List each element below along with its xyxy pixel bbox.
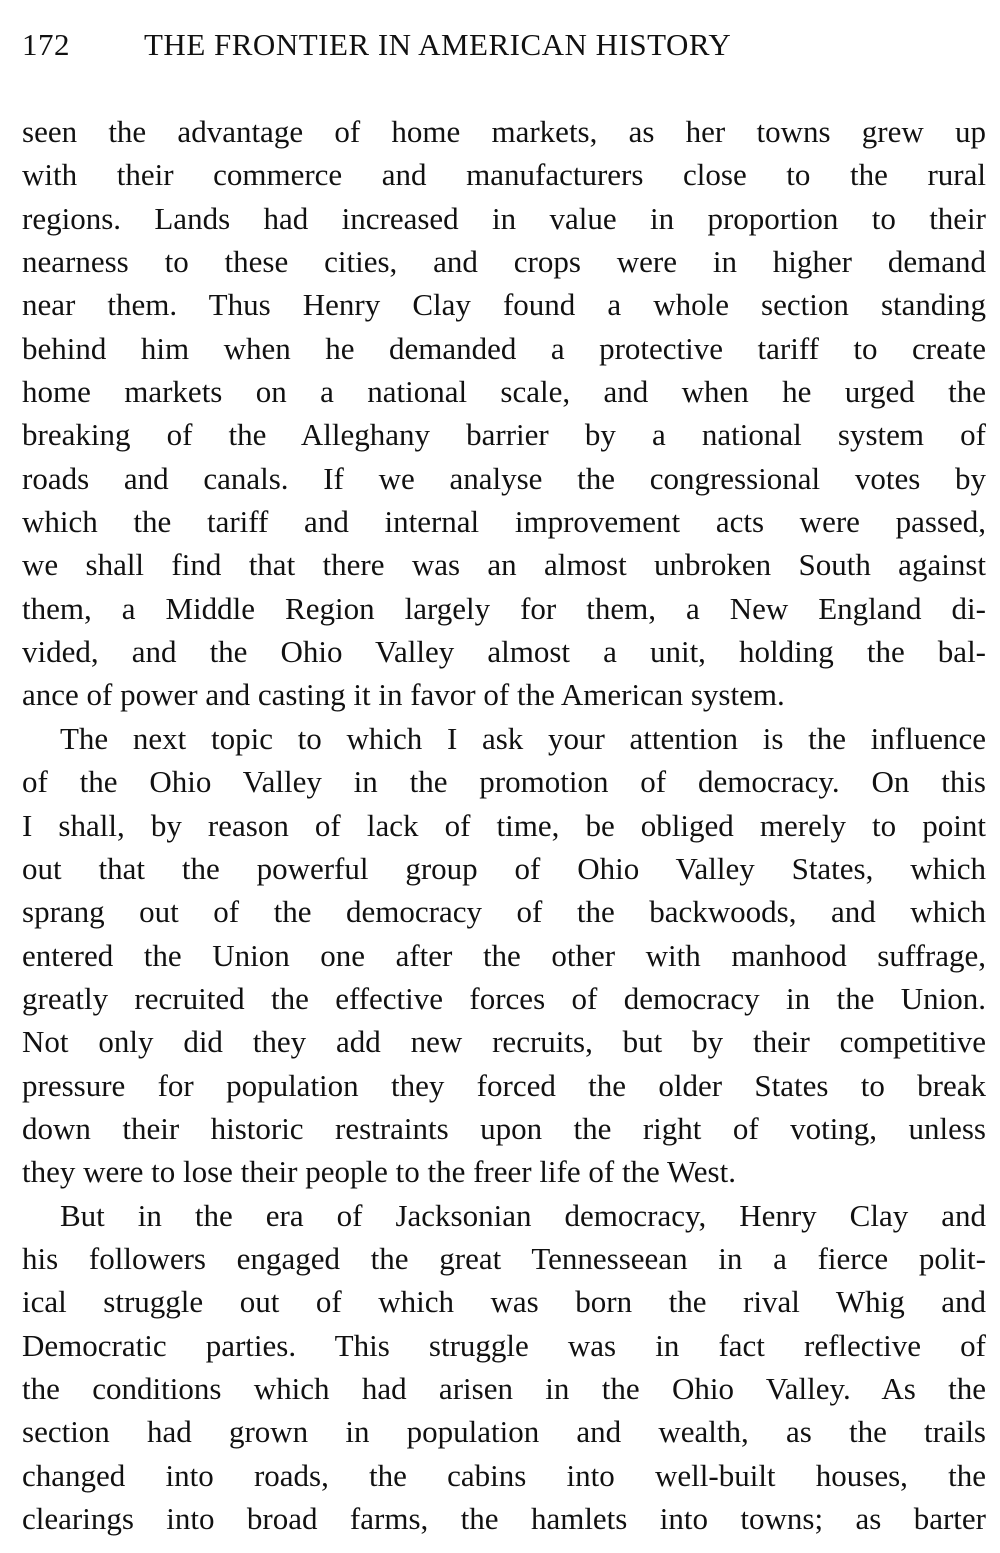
paragraph-democracy bbox=[22, 717, 986, 1194]
text-line: we shall find that there was an almost unbroken South against bbox=[22, 547, 986, 583]
text-line: changed into roads, the cabins into well-built houses, the bbox=[22, 1457, 986, 1493]
text-line: roads and canals. If we analyse the congressional votes by bbox=[22, 460, 986, 496]
text-line: The next topic to which I ask your attention is the influence bbox=[60, 720, 986, 756]
text-line: clearings into broad farms, the hamlets into towns; as barter bbox=[22, 1501, 986, 1536]
text-line: which the tariff and internal improvement acts were passed, bbox=[22, 504, 986, 540]
text-line: But in the era of Jacksonian democracy, Henry Clay and bbox=[60, 1197, 986, 1233]
text-line: them, a Middle Region largely for them, a New England di- bbox=[22, 590, 986, 626]
page-number: 172 bbox=[22, 27, 70, 62]
text-line: breaking of the Alleghany barrier by a national system of bbox=[22, 417, 986, 453]
body-text bbox=[22, 110, 986, 1540]
text-line: regions. Lands had increased in value in proportion to their bbox=[22, 200, 986, 236]
text-line: out that the powerful group of Ohio Valley States, which bbox=[22, 850, 986, 886]
text-line: home markets on a national scale, and when he urged the bbox=[22, 374, 986, 410]
text-line: seen the advantage of home markets, as her towns grew up bbox=[22, 114, 986, 149]
paragraph-tariff bbox=[22, 110, 986, 717]
text-line: the conditions which had arisen in the Ohio Valley. As the bbox=[22, 1370, 986, 1406]
paragraph-jacksonian bbox=[22, 1194, 986, 1541]
text-line: I shall, by reason of lack of time, be obliged merely to point bbox=[22, 807, 986, 843]
text-line: down their historic restraints upon the right of voting, unless bbox=[22, 1110, 986, 1146]
text-line: with their commerce and manufacturers close to the rural bbox=[22, 157, 986, 193]
text-line: they were to lose their people to the freer life of the West. bbox=[22, 1154, 736, 1190]
text-line: Democratic parties. This struggle was in fact reflective of bbox=[22, 1327, 986, 1363]
text-line: entered the Union one after the other with manhood suffrage, bbox=[22, 937, 986, 973]
text-line: behind him when he demanded a protective tariff to create bbox=[22, 330, 986, 366]
text-line: Not only did they add new recruits, but by their competitive bbox=[22, 1024, 986, 1060]
text-line: sprang out of the democracy of the backwoods, and which bbox=[22, 894, 986, 930]
text-line: ance of power and casting it in favor of the American system. bbox=[22, 677, 785, 713]
text-line: of the Ohio Valley in the promotion of democracy. On this bbox=[22, 764, 986, 800]
text-line: his followers engaged the great Tennesseean in a fierce polit- bbox=[22, 1240, 986, 1276]
running-title: THE FRONTIER IN AMERICAN HISTORY bbox=[144, 27, 732, 62]
text-line: nearness to these cities, and crops were in higher demand bbox=[22, 244, 986, 280]
text-line: pressure for population they forced the older States to break bbox=[22, 1067, 986, 1103]
text-line: section had grown in population and wealth, as the trails bbox=[22, 1414, 986, 1450]
text-line: near them. Thus Henry Clay found a whole section standing bbox=[22, 287, 986, 323]
running-head bbox=[22, 22, 986, 68]
book-page bbox=[22, 22, 986, 1540]
text-line: greatly recruited the effective forces of democracy in the Union. bbox=[22, 980, 986, 1016]
text-line: ical struggle out of which was born the rival Whig and bbox=[22, 1284, 986, 1320]
text-line: vided, and the Ohio Valley almost a unit, holding the bal- bbox=[22, 634, 986, 670]
